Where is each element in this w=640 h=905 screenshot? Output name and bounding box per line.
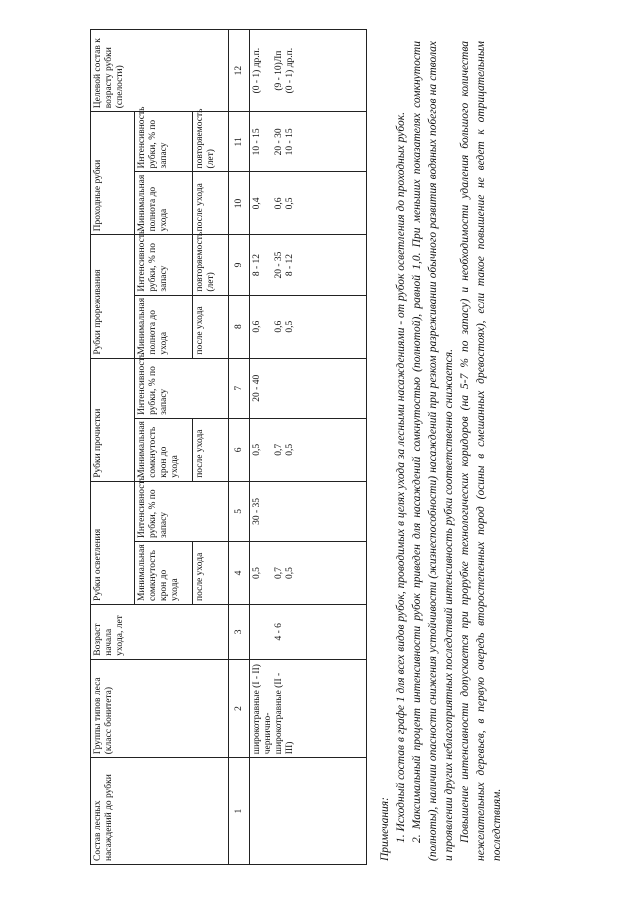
- header-thinning-cuts: Рубки прореживания: [91, 235, 135, 358]
- header-g3-repeat: повторяемость (лет): [193, 235, 229, 295]
- value: 0,4: [252, 197, 262, 210]
- column-numbers-row: [229, 30, 250, 865]
- value: 0,5: [252, 567, 262, 579]
- header-g1-int: Интенсивность рубки, % по запасу: [135, 481, 229, 541]
- value: (0 - 1) др.п.: [285, 47, 295, 94]
- value: (0 - 1) др.п.: [252, 47, 262, 94]
- value: 8 - 12: [285, 253, 295, 277]
- header-g3-int: Интенсивность рубки, % по запасу: [135, 235, 193, 295]
- value: 0,5: [252, 443, 262, 456]
- cell-composition: [250, 758, 367, 865]
- header-g2-after: после ухода: [193, 418, 229, 481]
- col-number: 5: [229, 481, 250, 541]
- value: 0,5: [285, 197, 295, 210]
- header-start-age: Возраст начала ухода, лет: [91, 604, 229, 659]
- notes-section: [377, 41, 505, 861]
- col-number: 7: [229, 358, 250, 418]
- header-g4-int: Интенсивность рубки, % по запасу: [135, 112, 193, 172]
- value: 20 - 30: [274, 128, 284, 156]
- value: 0,5: [285, 443, 295, 456]
- table-row: [250, 30, 367, 865]
- col-number: 3: [229, 604, 250, 659]
- value: (9 - 10)Лп: [274, 50, 284, 91]
- value: 0,6: [274, 197, 284, 210]
- value: 0,6: [252, 320, 262, 333]
- note-2: 2. Максимальный процент интенсивности рубок приведен для насаждений сомкнутостью (полнотой), равной 1,0. При меньших показателях сомкнутости (полноты), наличии опасности снижения устойчивости (жизнеспособности) насаждений при резком разреживании обычного развития водяных побегов на стволах и проявлении других неблагоприятных последствий интенсивность рубки соответственно снижается.: [411, 41, 455, 861]
- header-g4-after: после ухода: [193, 172, 229, 235]
- col-number: 9: [229, 235, 250, 295]
- header-g1-after: после ухода: [193, 542, 229, 605]
- rotated-content: [90, 17, 560, 877]
- col-number: 1: [229, 758, 250, 865]
- header-forest-types: Группы типов леса (класс бонитета): [91, 659, 229, 758]
- cell-c5: 30 - 35: [250, 481, 367, 541]
- header-passage-cuts: Проходные рубки: [91, 112, 135, 235]
- cell-c10: [250, 172, 367, 235]
- header-g4-repeat: повторяемость (лет): [193, 112, 229, 172]
- group-a: широкотравные (I - II): [252, 664, 262, 755]
- value: 0,6: [274, 320, 284, 333]
- col-number: 11: [229, 112, 250, 172]
- col-number: 10: [229, 172, 250, 235]
- header-g1-min: Минимальная сомкнутость крон до ухода: [135, 542, 193, 605]
- header-g2-min: Минимальная сомкнутость крон до ухода: [135, 418, 193, 481]
- value: 0,5: [285, 320, 295, 333]
- forest-care-table: [90, 29, 367, 865]
- col-number: 8: [229, 295, 250, 358]
- col-number: 6: [229, 418, 250, 481]
- cell-c12: [250, 30, 367, 112]
- cell-c7: 20 - 40: [250, 358, 367, 418]
- value: 8 - 12: [252, 253, 262, 277]
- header-g3-after: после ухода: [193, 295, 229, 358]
- cell-c8: [250, 295, 367, 358]
- note-3: Повышение интенсивности допускается при прорубке технологических коридоров (на 5-7 % по запасу) и необходимости удаления большого количества нежелательных деревьев, в первую очередь второстепенных пород (осины в смешанных древостоях), если такое повышение не ведет к отрицательным последствиям.: [459, 41, 503, 861]
- note-1: 1. Исходный состав в графе 1 для всех видов рубок, проводимых в целях ухода за лесными насаждениями - от рубок осветления до проходных рубок.: [395, 112, 407, 843]
- col-number: 12: [229, 30, 250, 112]
- value: 10 - 15: [285, 128, 295, 156]
- cell-c11: [250, 112, 367, 172]
- cell-c9: [250, 235, 367, 295]
- header-g3-min: Минимальная полнота до ухода: [135, 295, 193, 358]
- cell-forest-types: [250, 659, 367, 758]
- value: 0,7: [274, 443, 284, 456]
- header-composition: Состав лесных насаждений до рубки: [91, 758, 229, 865]
- cell-c6: [250, 418, 367, 481]
- header-target-composition: Целевой состав к возрасту рубки (спелости): [91, 30, 229, 112]
- value: 20 - 35: [274, 251, 284, 279]
- value: 10 - 15: [252, 128, 262, 156]
- header-g4-min: Минимальная полнота до ухода: [135, 172, 193, 235]
- cell-age: 4 - 6: [250, 604, 367, 659]
- col-number: 2: [229, 659, 250, 758]
- header-g2-int: Интенсивность рубки, % по запасу: [135, 358, 229, 418]
- header-clearing-cuts: Рубки осветления: [91, 481, 135, 604]
- group-b: чернично-широкотравные (II - III): [263, 672, 295, 755]
- cell-c4: [250, 542, 367, 605]
- notes-title: Примечания:: [379, 797, 391, 861]
- col-number: 4: [229, 542, 250, 605]
- header-cleaning-cuts: Рубки прочистки: [91, 358, 135, 481]
- value: 0,5: [285, 567, 295, 579]
- value: 0,7: [274, 567, 284, 579]
